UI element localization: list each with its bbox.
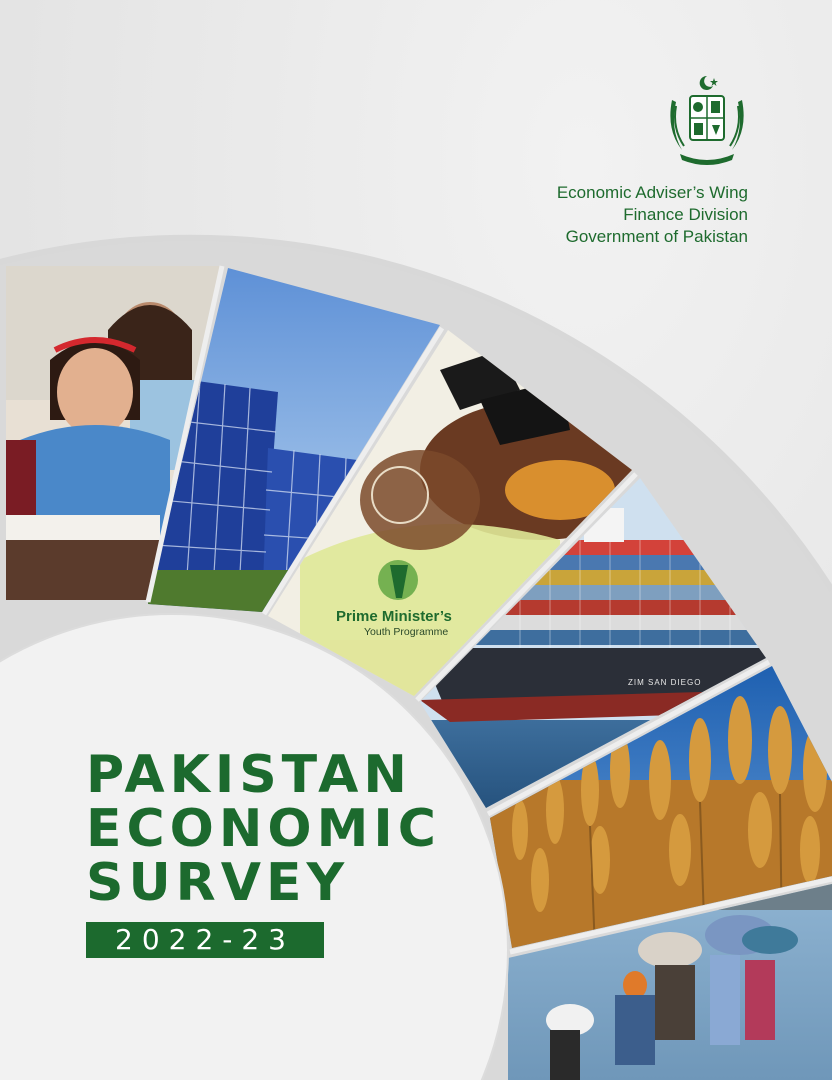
org-government: Government of Pakistan <box>565 227 748 246</box>
title-line-1: PAKISTAN <box>86 745 412 805</box>
pmyp-logo-label: Prime Minister’s <box>336 608 452 625</box>
report-title <box>86 745 441 913</box>
fiscal-year-badge: 2022-23 <box>86 922 324 958</box>
pakistan-state-emblem-icon <box>662 70 752 170</box>
ship-name-label: ZIM SAN DIEGO <box>628 678 702 687</box>
org-wing: Economic Adviser’s Wing <box>556 183 748 202</box>
org-division: Finance Division <box>623 205 748 224</box>
title-line-2: ECONOMIC <box>86 799 441 859</box>
title-line-3: SURVEY <box>86 853 350 913</box>
pmyp-logo-sub: Youth Programme <box>364 626 449 638</box>
